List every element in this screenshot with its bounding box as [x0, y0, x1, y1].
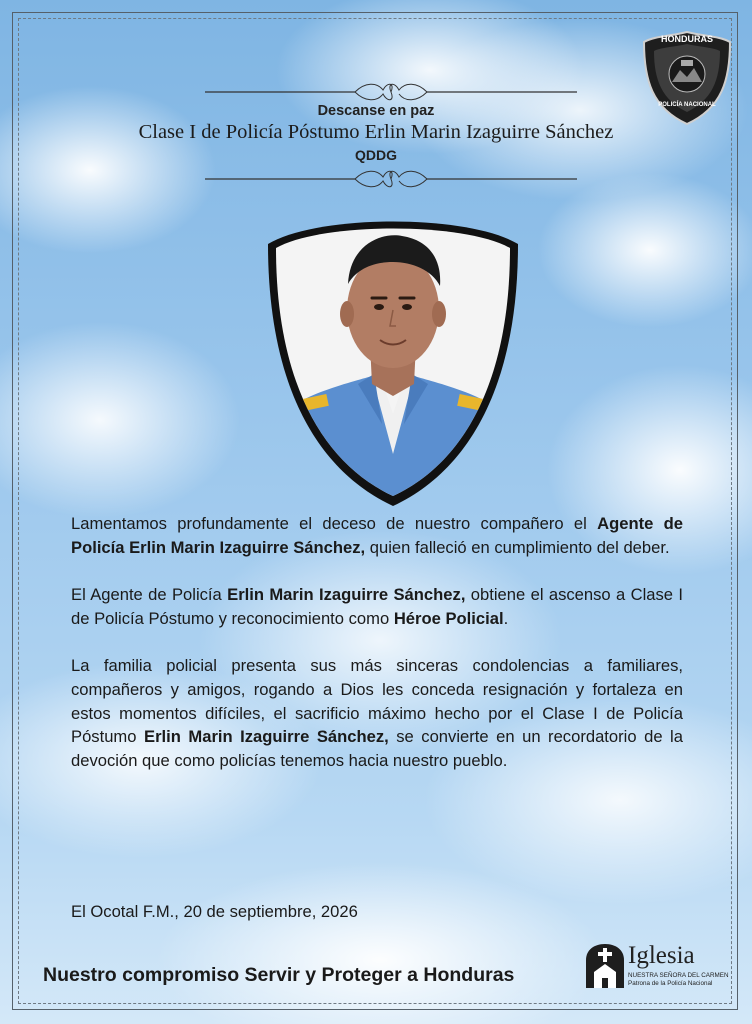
paragraph-1	[71, 512, 683, 559]
church-cross-icon	[584, 942, 626, 990]
p2-text-c: obtiene el ascenso a Clase I de Policía Póstumo y reconocimiento como	[71, 585, 683, 628]
p2-hero-bold: Héroe Policial	[393, 608, 504, 628]
ornament-divider-top	[205, 80, 577, 104]
p2-name-bold: Erlin Marin Izaguirre Sánchez,	[227, 585, 466, 605]
officer-portrait	[262, 214, 524, 508]
logo-country: HONDURAS	[660, 34, 714, 44]
p3-name-bold: Erlin Marin Izaguirre Sánchez,	[144, 727, 389, 747]
church-subtitle-1: NUESTRA SEÑORA DEL CARMEN	[628, 972, 729, 979]
footer-slogan: Nuestro compromiso Servir y Proteger a Honduras	[43, 964, 515, 986]
p3-text-a: La familia policial presenta sus más sinceras condolencias a familiares, compañeros y amigos, rogando a Dios les conceda resignación y fortaleza en estos momentos difíciles, el sacrificio máximo hecho por el Clase I de Policía Póstumo	[71, 656, 683, 747]
condolence-message	[71, 512, 683, 796]
deceased-name-title: Clase I de Policía Póstumo Erlin Marin Izaguirre Sánchez	[138, 121, 614, 143]
decorative-border	[18, 18, 732, 1004]
p2-text-a: El Agente de Policía	[71, 585, 228, 605]
p1-text-a: Lamentamos profundamente el deceso de nuestro compañero el	[71, 514, 598, 533]
ornament-divider-bottom	[205, 167, 577, 191]
p1-text-c: quien falleció en cumplimiento del deber.	[365, 537, 670, 557]
date-line: El Ocotal F.M., 20 de septiembre, 2026	[71, 902, 358, 921]
paragraph-2	[71, 583, 683, 630]
qddg-label: QDDG	[355, 147, 397, 163]
church-title: Iglesia	[628, 942, 695, 969]
logo-ribbon: POLICÍA NACIONAL	[658, 102, 716, 108]
p2-text-e: .	[503, 608, 509, 628]
church-logo	[584, 942, 729, 992]
p1-name-bold: Agente de Policía Erlin Marin Izaguirre Sánchez,	[71, 514, 683, 557]
rest-in-peace-label: Descanse en paz	[317, 103, 435, 119]
paragraph-3	[71, 654, 683, 772]
p3-text-c: se convierte en un recordatorio de la devoción que como policías tenemos hacia nuestro pueblo.	[71, 727, 683, 770]
church-subtitle-2: Patrona de la Policía Nacional	[628, 980, 713, 987]
